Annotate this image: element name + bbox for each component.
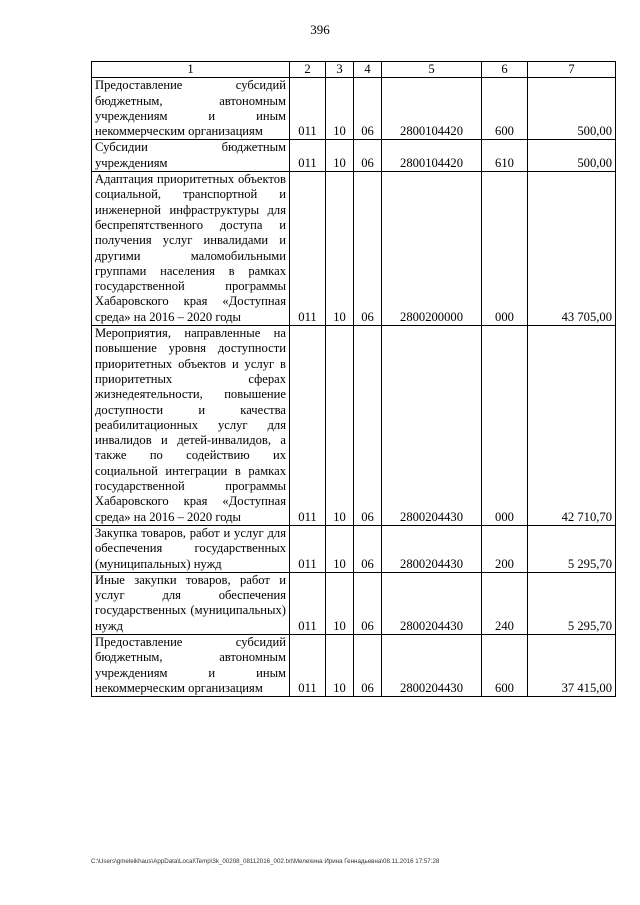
section-code: 10: [326, 172, 354, 326]
column-header: 2: [290, 62, 326, 78]
expense-type-code: 200: [482, 525, 528, 572]
row-name: Иные закупки товаров, работ и услуг для обеспечения государственных (муниципальных) нужд: [92, 572, 290, 634]
ministry-code: 011: [290, 326, 326, 526]
section-code: 10: [326, 78, 354, 140]
amount: 500,00: [528, 140, 616, 172]
row-name: Субсидии бюджетным учреждениям: [92, 140, 290, 172]
page-number: 396: [310, 22, 330, 37]
row-name: Предоставление субсидий бюджетным, автономным учреждениям и иным некоммерческим организациям: [92, 78, 290, 140]
table-row: [92, 572, 616, 634]
column-header: 7: [528, 62, 616, 78]
section-code: 10: [326, 326, 354, 526]
amount: 37 415,00: [528, 634, 616, 696]
amount: 42 710,70: [528, 326, 616, 526]
row-name: Закупка товаров, работ и услуг для обеспечения государственных (муниципальных) нужд: [92, 525, 290, 572]
expense-type-code: 600: [482, 634, 528, 696]
target-article-code: 2800204430: [382, 525, 482, 572]
row-name: Мероприятия, направленные на повышение уровня доступности приоритетных объектов и услуг в приоритетных сферах жизнедеятельности, повышение доступности и качества реабилитационных услуг для инвалидов и детей-инвалидов, а также по содействию их социальной интеграции в рамках государственной программы Хабаровского края «Доступная среда» на 2016 – 2020 годы: [92, 326, 290, 526]
target-article-code: 2800104420: [382, 78, 482, 140]
column-header: 6: [482, 62, 528, 78]
amount: 5 295,70: [528, 572, 616, 634]
subsection-code: 06: [354, 172, 382, 326]
table-row: [92, 525, 616, 572]
target-article-code: 2800204430: [382, 326, 482, 526]
expense-type-code: 610: [482, 140, 528, 172]
expense-type-code: 600: [482, 78, 528, 140]
section-code: 10: [326, 140, 354, 172]
footer-file-path: C:\Users\gmeleikhaus\AppData\Local\Temp\3k_00208_08112016_002.txt\Мелехина Ирина Геннадьевна\08.11.2016 17:57:28: [91, 858, 440, 865]
subsection-code: 06: [354, 572, 382, 634]
column-header: 5: [382, 62, 482, 78]
ministry-code: 011: [290, 172, 326, 326]
table-header-row: [92, 62, 616, 78]
column-header: 1: [92, 62, 290, 78]
column-header: 4: [354, 62, 382, 78]
amount: 5 295,70: [528, 525, 616, 572]
amount: 43 705,00: [528, 172, 616, 326]
target-article-code: 2800200000: [382, 172, 482, 326]
subsection-code: 06: [354, 140, 382, 172]
column-header: 3: [326, 62, 354, 78]
expense-type-code: 000: [482, 172, 528, 326]
subsection-code: 06: [354, 78, 382, 140]
ministry-code: 011: [290, 140, 326, 172]
row-name: Адаптация приоритетных объектов социальной, транспортной и инженерной инфраструктуры для беспрепятственного доступа и получения услуг инвалидами и другими маломобильными группами населения в рамках государственной программы Хабаровского края «Доступная среда» на 2016 – 2020 годы: [92, 172, 290, 326]
table-row: [92, 172, 616, 326]
table-row: [92, 634, 616, 696]
ministry-code: 011: [290, 525, 326, 572]
subsection-code: 06: [354, 326, 382, 526]
amount: 500,00: [528, 78, 616, 140]
target-article-code: 2800204430: [382, 634, 482, 696]
target-article-code: 2800104420: [382, 140, 482, 172]
subsection-code: 06: [354, 525, 382, 572]
table-row: [92, 78, 616, 140]
row-name: Предоставление субсидий бюджетным, автономным учреждениям и иным некоммерческим организациям: [92, 634, 290, 696]
section-code: 10: [326, 525, 354, 572]
ministry-code: 011: [290, 78, 326, 140]
expense-type-code: 000: [482, 326, 528, 526]
section-code: 10: [326, 572, 354, 634]
target-article-code: 2800204430: [382, 572, 482, 634]
table-row: [92, 140, 616, 172]
ministry-code: 011: [290, 572, 326, 634]
ministry-code: 011: [290, 634, 326, 696]
budget-table: [91, 61, 616, 697]
subsection-code: 06: [354, 634, 382, 696]
expense-type-code: 240: [482, 572, 528, 634]
table-row: [92, 326, 616, 526]
section-code: 10: [326, 634, 354, 696]
